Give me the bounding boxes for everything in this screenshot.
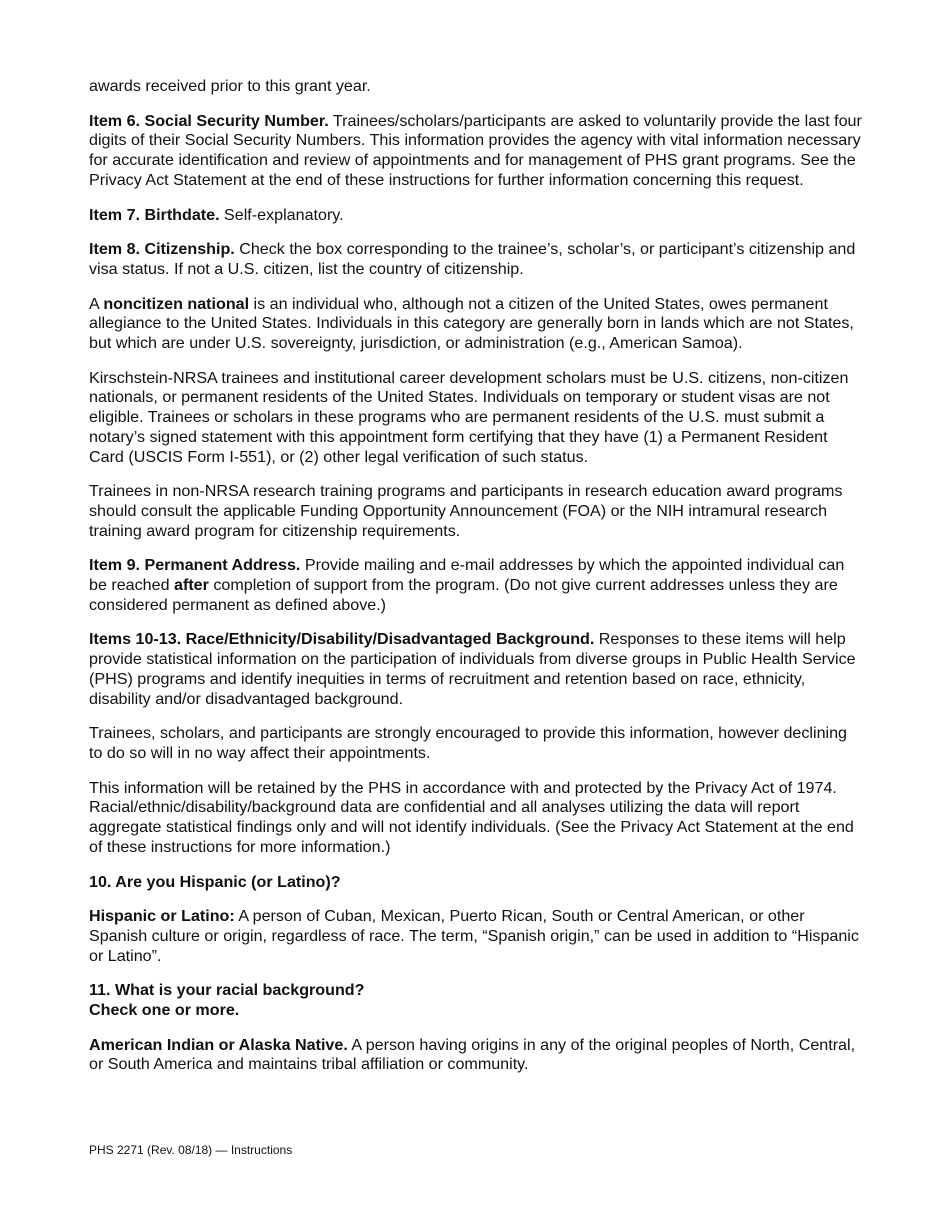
item7-text: Self-explanatory. bbox=[219, 205, 344, 224]
paragraph-items10-13 bbox=[89, 630, 864, 709]
item9-heading: Item 9. Permanent Address. bbox=[89, 556, 301, 575]
aian-heading: American Indian or Alaska Native. bbox=[89, 1035, 348, 1054]
paragraph-noncitizen-national bbox=[89, 295, 864, 354]
item8-text: Check the box corresponding to the trainee’s, scholar’s, or participant’s citizenship and visa status. If not a U.S. citizen, list the country of citizenship. bbox=[89, 240, 856, 278]
paragraph-hispanic-definition bbox=[89, 907, 864, 966]
privacy-text: This information will be retained by the PHS in accordance with and protected by the Privacy Act of 1974. Racial/ethnic/disability/background data are confidential and all analyses utilizing the data will report aggregate statistical findings only and will not identify individuals. (See the Privacy Act Statement at the end of these instructions for more information.) bbox=[89, 778, 854, 856]
question-11-heading bbox=[89, 981, 864, 1020]
aian-text: A person having origins in any of the original peoples of North, Central, or South America and maintains tribal affiliation or community. bbox=[89, 1035, 856, 1074]
noncitizen-term: noncitizen national bbox=[103, 294, 250, 313]
item9-text-2: completion of support from the program. (Do not give current addresses unless they are considered permanent as defined above.) bbox=[89, 576, 838, 614]
question-10-heading bbox=[89, 873, 864, 893]
paragraph-text: awards received prior to this grant year. bbox=[89, 77, 371, 95]
paragraph-nrsa-eligibility bbox=[89, 369, 864, 468]
footer-text: PHS 2271 (Rev. 08/18) — Instructions bbox=[89, 1143, 293, 1157]
paragraph-privacy bbox=[89, 779, 864, 858]
noncitizen-pre: A bbox=[89, 294, 104, 313]
q11-line2: Check one or more. bbox=[89, 1001, 240, 1020]
q11-line1: 11. What is your racial background? bbox=[89, 981, 365, 1000]
item8-heading: Item 8. Citizenship. bbox=[89, 240, 235, 259]
paragraph-encourage bbox=[89, 724, 864, 763]
page-footer bbox=[89, 1143, 292, 1157]
paragraph-item9-address bbox=[89, 556, 864, 615]
non-nrsa-text: Trainees in non-NRSA research training programs and participants in research education award programs should consult the applicable Funding Opportunity Announcement (FOA) or the NIH intramural research training award program for citizenship requirements. bbox=[89, 482, 843, 540]
paragraph-awards-continuation bbox=[89, 77, 864, 97]
item9-emphasis: after bbox=[174, 576, 209, 595]
item9-text-1: Provide mailing and e-mail addresses by which the appointed individual can be reached bbox=[89, 556, 845, 595]
hispanic-heading: Hispanic or Latino: bbox=[89, 907, 235, 926]
q10-heading: 10. Are you Hispanic (or Latino)? bbox=[89, 872, 341, 891]
paragraph-item7-birthdate bbox=[89, 206, 864, 226]
paragraph-item8-citizenship bbox=[89, 240, 864, 279]
item7-heading: Item 7. Birthdate. bbox=[89, 205, 220, 224]
hispanic-text: A person of Cuban, Mexican, Puerto Rican, South or Central American, or other Spanish culture or origin, regardless of race. The term, “Spanish origin,” can be used in addition to “Hispanic or Latino”. bbox=[89, 907, 859, 965]
paragraph-item6-ssn bbox=[89, 112, 864, 191]
item6-text: Trainees/scholars/participants are asked to voluntarily provide the last four digits of their Social Security Numbers. This information provides the agency with vital information necessary for accurate identification and review of appointments and for management of PHS grant programs. See the Privacy Act Statement at the end of these instructions for further information concerning this request. bbox=[89, 111, 862, 189]
item6-heading: Item 6. Social Security Number. bbox=[89, 111, 329, 130]
document-page bbox=[89, 77, 864, 1075]
paragraph-non-nrsa bbox=[89, 482, 864, 541]
encourage-text: Trainees, scholars, and participants are strongly encouraged to provide this information, however declining to do so will in no way affect their appointments. bbox=[89, 724, 848, 762]
nrsa-text: Kirschstein-NRSA trainees and institutional career development scholars must be U.S. citizens, non-citizen nationals, or permanent residents of the United States. Individuals on temporary or student visas are not eligible. Trainees or scholars in these programs who are permanent residents of the U.S. must submit a notary’s signed statement with this appointment form certifying that they have (1) a Permanent Resident Card (USCIS Form I-551), or (2) other legal verification of such status. bbox=[89, 368, 849, 466]
items10-13-heading: Items 10-13. Race/Ethnicity/Disability/Disadvantaged Background. bbox=[89, 630, 595, 649]
paragraph-aian-definition bbox=[89, 1036, 864, 1075]
items10-13-text: Responses to these items will help provide statistical information on the participation of individuals from diverse groups in Public Health Service (PHS) programs and identify inequities in terms of recruitment and retention based on race, ethnicity, disability and/or disadvantaged background. bbox=[89, 630, 856, 708]
noncitizen-text: is an individual who, although not a citizen of the United States, owes permanent allegiance to the United States. Individuals in this category are generally born in lands which are not States, but which are under U.S. sovereignty, jurisdiction, or administration (e.g., American Samoa). bbox=[89, 294, 854, 353]
